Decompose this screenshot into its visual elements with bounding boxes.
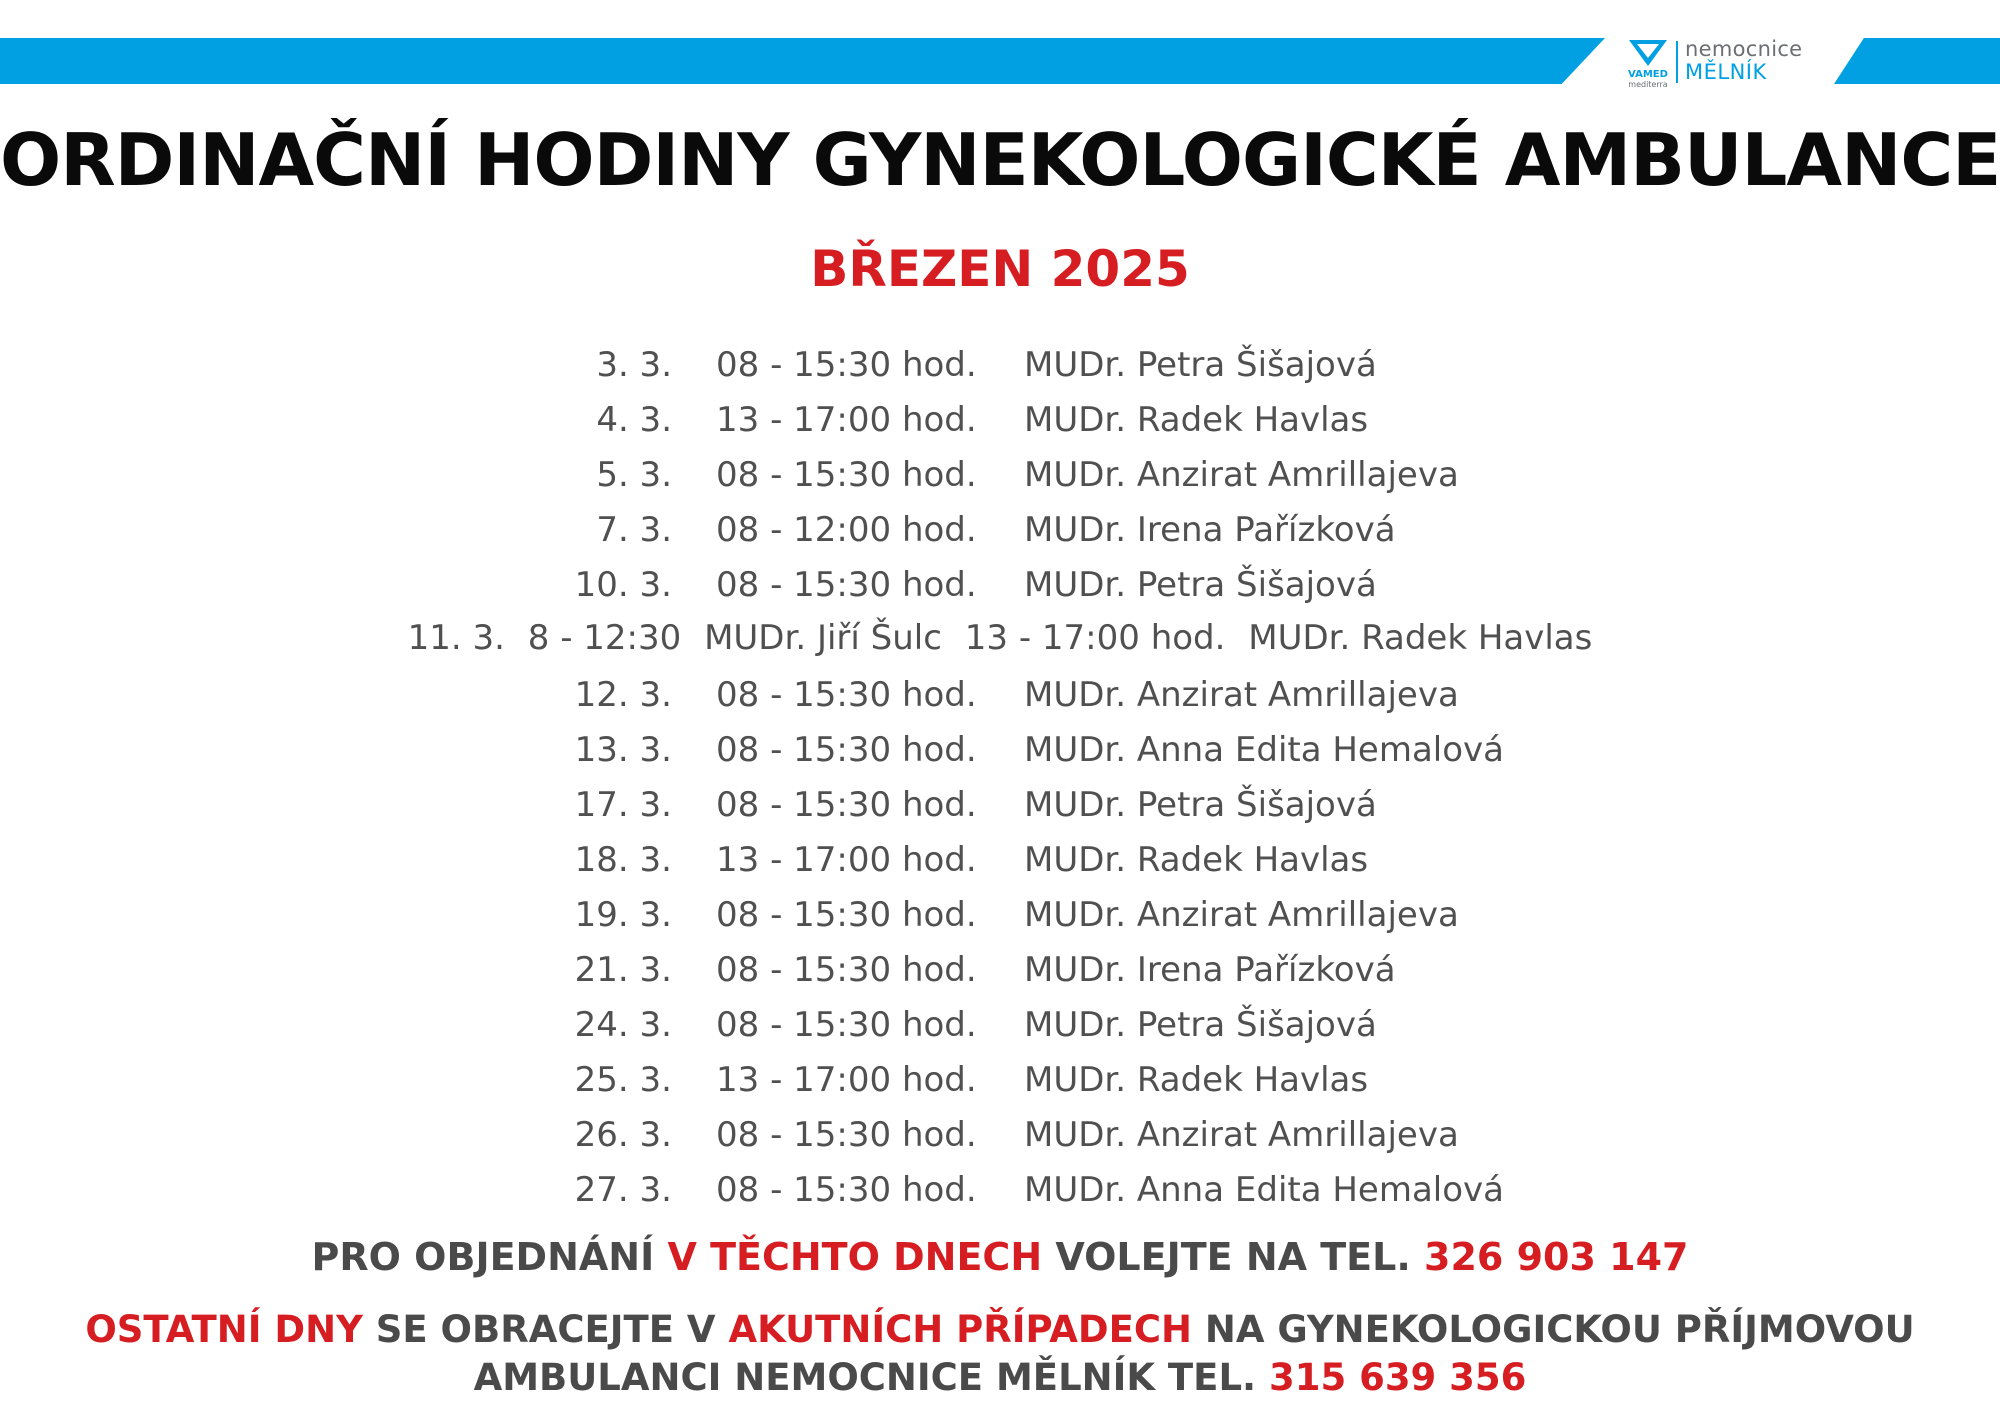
row-doctor: MUDr. Petra Šišajová — [1024, 345, 1377, 385]
special-date: 11. 3. — [407, 618, 505, 658]
schedule-row — [0, 675, 2000, 725]
footer-phone-1: 326 903 147 — [1424, 1235, 1689, 1279]
footer-line1-a: PRO OBJEDNÁNÍ — [311, 1235, 668, 1279]
logo-line1: nemocnice — [1685, 37, 1803, 61]
row-doctor: MUDr. Radek Havlas — [1024, 1060, 1369, 1100]
row-date: 4. 3. — [596, 400, 672, 440]
row-hours: 08 - 15:30 hod. — [716, 675, 977, 715]
schedule-row — [0, 455, 2000, 505]
row-doctor: MUDr. Irena Pařízková — [1024, 510, 1396, 550]
footer-line1-b: V TĚCHTO DNECH — [667, 1235, 1043, 1279]
page-title: ORDINAČNÍ HODINY GYNEKOLOGICKÉ AMBULANCE — [0, 118, 2000, 202]
logo-divider — [1676, 41, 1678, 83]
schedule-row — [0, 565, 2000, 615]
special-doctor-2: MUDr. Radek Havlas — [1248, 618, 1593, 658]
logo-line2: MĚLNÍK — [1685, 60, 1767, 84]
row-hours: 13 - 17:00 hod. — [716, 1060, 977, 1100]
footer-line2-d: NA GYNEKOLOGICKOU PŘÍJMOVOU — [1191, 1308, 1915, 1351]
row-hours: 08 - 15:30 hod. — [716, 1005, 977, 1045]
row-date: 12. 3. — [574, 675, 672, 715]
footer-line3-a: AMBULANCI NEMOCNICE MĚLNÍK TEL. — [473, 1356, 1269, 1399]
month-subtitle: BŘEZEN 2025 — [810, 240, 1190, 298]
row-doctor: MUDr. Radek Havlas — [1024, 840, 1369, 880]
schedule-row — [0, 1170, 2000, 1220]
row-date: 17. 3. — [574, 785, 672, 825]
row-doctor: MUDr. Anzirat Amrillajeva — [1024, 455, 1459, 495]
top-banner-bar — [0, 38, 1605, 84]
footer-line2-a: OSTATNÍ DNY — [85, 1308, 363, 1351]
row-doctor: MUDr. Anna Edita Hemalová — [1024, 730, 1505, 770]
logo-brand: VAMED — [1628, 69, 1668, 80]
row-doctor: MUDr. Irena Pařízková — [1024, 950, 1396, 990]
row-date: 3. 3. — [596, 345, 672, 385]
row-doctor: MUDr. Anzirat Amrillajeva — [1024, 675, 1459, 715]
row-date: 19. 3. — [574, 895, 672, 935]
row-date: 25. 3. — [574, 1060, 672, 1100]
row-hours: 08 - 15:30 hod. — [716, 730, 977, 770]
row-hours: 13 - 17:00 hod. — [716, 400, 977, 440]
footer-line1-c: VOLEJTE NA TEL. — [1042, 1235, 1425, 1279]
footer-line2-b: SE OBRACEJTE V — [362, 1308, 729, 1351]
row-hours: 08 - 15:30 hod. — [716, 785, 977, 825]
footer-ambulance-line — [0, 1356, 2000, 1399]
schedule-row — [0, 895, 2000, 945]
row-hours: 08 - 12:00 hod. — [716, 510, 977, 550]
row-hours: 08 - 15:30 hod. — [716, 455, 977, 495]
row-hours: 08 - 15:30 hod. — [716, 565, 977, 605]
row-doctor: MUDr. Radek Havlas — [1024, 400, 1369, 440]
hospital-logo — [1623, 36, 1823, 88]
row-doctor: MUDr. Anzirat Amrillajeva — [1024, 895, 1459, 935]
row-doctor: MUDr. Petra Šišajová — [1024, 785, 1377, 825]
logo-sub: mediterra — [1628, 80, 1668, 88]
schedule-row — [0, 785, 2000, 835]
row-date: 27. 3. — [574, 1170, 672, 1210]
schedule-row — [0, 400, 2000, 450]
row-date: 26. 3. — [574, 1115, 672, 1155]
row-date: 7. 3. — [596, 510, 672, 550]
schedule-row — [0, 1060, 2000, 1110]
row-hours: 08 - 15:30 hod. — [716, 895, 977, 935]
schedule-row — [0, 840, 2000, 890]
row-hours: 08 - 15:30 hod. — [716, 950, 977, 990]
row-hours: 08 - 15:30 hod. — [716, 1170, 977, 1210]
special-hours-2: 13 - 17:00 hod. — [964, 618, 1226, 658]
footer-acute-line — [0, 1308, 2000, 1351]
schedule-row — [0, 1005, 2000, 1055]
row-date: 24. 3. — [574, 1005, 672, 1045]
schedule-row — [0, 510, 2000, 560]
schedule-row — [0, 730, 2000, 780]
schedule-row-special — [0, 618, 2000, 658]
vamed-logo-icon — [1623, 36, 1673, 88]
top-banner-bar-right — [1834, 38, 2000, 84]
row-date: 21. 3. — [574, 950, 672, 990]
row-hours: 08 - 15:30 hod. — [716, 345, 977, 385]
footer-phone-2: 315 639 356 — [1268, 1356, 1527, 1399]
row-doctor: MUDr. Anna Edita Hemalová — [1024, 1170, 1505, 1210]
footer-line2-c: AKUTNÍCH PŘÍPADECH — [728, 1308, 1192, 1351]
row-doctor: MUDr. Anzirat Amrillajeva — [1024, 1115, 1459, 1155]
row-date: 13. 3. — [574, 730, 672, 770]
schedule-row — [0, 345, 2000, 395]
special-hours-1: 8 - 12:30 — [527, 618, 682, 658]
row-doctor: MUDr. Petra Šišajová — [1024, 565, 1377, 605]
schedule-row — [0, 1115, 2000, 1165]
row-date: 10. 3. — [574, 565, 672, 605]
row-doctor: MUDr. Petra Šišajová — [1024, 1005, 1377, 1045]
special-doctor-1: MUDr. Jiří Šulc — [704, 618, 942, 658]
schedule-row — [0, 950, 2000, 1000]
footer-booking-line — [0, 1235, 2000, 1279]
row-hours: 13 - 17:00 hod. — [716, 840, 977, 880]
row-date: 18. 3. — [574, 840, 672, 880]
row-date: 5. 3. — [596, 455, 672, 495]
row-hours: 08 - 15:30 hod. — [716, 1115, 977, 1155]
